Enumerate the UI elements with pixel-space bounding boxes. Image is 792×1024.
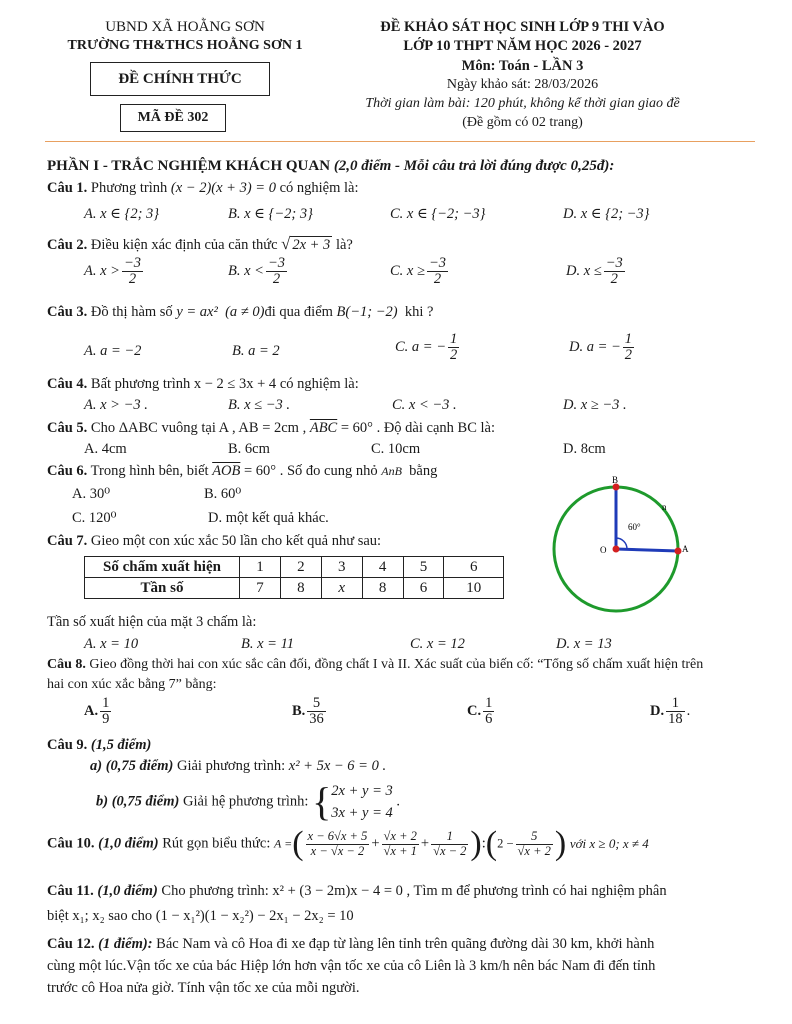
q5-option-d[interactable]: D. 8cm bbox=[563, 441, 606, 457]
official-stamp: ĐỀ CHÍNH THỨC bbox=[90, 62, 270, 96]
question-8-line2: hai con xúc xắc bằng 7” bằng: bbox=[47, 677, 217, 692]
q3-option-a[interactable]: A. a = −2 bbox=[84, 343, 142, 359]
question-12-line2: cùng một lúc.Vận tốc xe của bác Hiệp lớn hơn vận tốc xe của cô Liên là 3 km/h nên bác Nam đi đến tỉnh bbox=[47, 958, 656, 974]
point-o bbox=[613, 546, 620, 553]
table-cell: x bbox=[321, 578, 362, 599]
authority-name: UBND XÃ HOẰNG SƠN bbox=[105, 19, 265, 35]
q5-option-c[interactable]: C. 10cm bbox=[371, 441, 421, 457]
question-6: Câu 6. Trong hình bên, biết $\overline{AOB} = 60^\circ$ . Số đo cung nhỏ AnB bằng bbox=[47, 463, 438, 479]
table-cell: 8 bbox=[280, 578, 321, 599]
q7-option-c[interactable]: C. x = 12 bbox=[410, 636, 465, 652]
question-9a: a) (0,75 điểm) Giải phương trình: x² + 5x − 6 = 0 . bbox=[90, 758, 387, 774]
q4-option-b[interactable]: B. x ≤ −3 . bbox=[228, 397, 291, 413]
q8-option-a[interactable]: A. $\frac{1}{9}$ bbox=[84, 695, 110, 728]
q4-option-d[interactable]: D. x ≥ −3 . bbox=[563, 397, 627, 413]
q7-option-d[interactable]: D. x = 13 bbox=[556, 636, 612, 652]
question-11-line2: biệt x₁; x₂ sao cho (1 − x₁²)(1 − x₂²) − 2x₁ − 2x₂ = 10 bbox=[47, 908, 354, 924]
question-5: Câu 5. Cho ΔABC vuông tại A , AB = 2cm , $\overline{ABC} = 60^\circ$ . Độ dài cạnh BC là: bbox=[47, 420, 495, 436]
q3-option-c[interactable]: C. a = − $\frac{1}{2}$ bbox=[395, 331, 458, 364]
table-cell: 5 bbox=[403, 557, 444, 578]
q3-option-b[interactable]: B. a = 2 bbox=[232, 343, 280, 359]
question-2: Câu 2. Điều kiện xác định của căn thức √ 2x + 3 là? bbox=[47, 234, 353, 253]
question-10: Câu 10. (1,0 điểm) Rút gọn biểu thức: A =( $\frac{x - 6√x + 5}{x - √x - 2}$ + $\frac{√x + 2}{√x + 1}$ + $\frac{1}{√x - 2}$ ):(2 − $\frac{5}{√x + 2}$ ) với x ≥ 0; x ≠ 4 bbox=[47, 825, 649, 862]
q4-option-c[interactable]: C. x < −3 . bbox=[392, 397, 457, 413]
label-o: O bbox=[600, 545, 607, 555]
q7-question: Tần số xuất hiện của mặt 3 chấm là: bbox=[47, 614, 257, 630]
section-title: PHẦN I - TRẮC NGHIỆM KHÁCH QUAN (2,0 điểm - Mỗi câu trả lời đúng được 0,25đ): bbox=[47, 158, 615, 174]
q6-option-b[interactable]: B. 60⁰ bbox=[204, 486, 242, 502]
q1-option-d[interactable]: D. x ∈ {2; −3} bbox=[563, 206, 650, 222]
q1-option-b[interactable]: B. x ∈ {−2; 3} bbox=[228, 206, 313, 222]
exam-pages: (Đề gồm có 02 trang) bbox=[462, 115, 583, 130]
q1-option-a[interactable]: A. x ∈ {2; 3} bbox=[84, 206, 160, 222]
label-n: n bbox=[662, 502, 667, 512]
question-9: Câu 9. (1,5 điểm) bbox=[47, 737, 152, 753]
table-row bbox=[85, 557, 504, 578]
exam-subject: Môn: Toán - LẦN 3 bbox=[461, 58, 584, 74]
q6-option-d[interactable]: D. một kết quả khác. bbox=[208, 510, 329, 526]
table-cell: 6 bbox=[403, 578, 444, 599]
table-cell: 3 bbox=[321, 557, 362, 578]
question-4: Câu 4. Bất phương trình x − 2 ≤ 3x + 4 có nghiệm là: bbox=[47, 376, 359, 392]
label-a: A bbox=[682, 544, 689, 554]
q8-option-d[interactable]: D. $\frac{1}{18}$ . bbox=[650, 695, 691, 728]
table-cell: Số chấm xuất hiện bbox=[85, 557, 240, 578]
q2-option-a[interactable]: A. x > $\frac{-3}{2}$ bbox=[84, 255, 141, 288]
label-angle: 60° bbox=[628, 522, 641, 532]
table-cell: Tần số bbox=[85, 578, 240, 599]
q2-option-d[interactable]: D. x ≤ $\frac{-3}{2}$ bbox=[566, 255, 623, 288]
q7-option-a[interactable]: A. x = 10 bbox=[84, 636, 139, 652]
table-cell: 8 bbox=[362, 578, 403, 599]
question-12-line3: trước cô Hoa nửa giờ. Tính vận tốc xe của mỗi người. bbox=[47, 980, 360, 996]
q7-option-b[interactable]: B. x = 11 bbox=[241, 636, 295, 652]
question-7: Câu 7. Gieo một con xúc xắc 50 lần cho kết quả như sau: bbox=[47, 533, 382, 549]
circle-figure bbox=[550, 470, 690, 620]
table-cell: 7 bbox=[240, 578, 281, 599]
frequency-table bbox=[84, 556, 504, 599]
question-3: Câu 3. Đồ thị hàm số y = ax² (a ≠ 0)đi qua điểm B(−1; −2) khi ? bbox=[47, 304, 434, 320]
table-cell: 6 bbox=[444, 557, 504, 578]
q8-option-b[interactable]: B. $\frac{5}{36}$ bbox=[292, 695, 324, 728]
table-cell: 4 bbox=[362, 557, 403, 578]
question-1: Câu 1. Phương trình (x − 2)(x + 3) = 0 có nghiệm là: bbox=[47, 180, 359, 196]
header-divider bbox=[45, 141, 755, 142]
question-9b: b) (0,75 điểm) Giải hệ phương trình: { 2x + y = 3 3x + y = 4 . bbox=[96, 779, 400, 824]
table-cell: 1 bbox=[240, 557, 281, 578]
q2-option-c[interactable]: C. x ≥ $\frac{-3}{2}$ bbox=[390, 255, 446, 288]
exam-title-1: ĐỀ KHẢO SÁT HỌC SINH LỚP 9 THI VÀO bbox=[380, 19, 665, 35]
table-row bbox=[85, 578, 504, 599]
q1-option-c[interactable]: C. x ∈ {−2; −3} bbox=[390, 206, 486, 222]
exam-title-2: LỚP 10 THPT NĂM HỌC 2026 - 2027 bbox=[403, 38, 642, 54]
question-8: Câu 8. Gieo đồng thời hai con xúc sắc cân đối, đồng chất I và II. Xác suất của biến cố: “Tổng số chấm xuất hiện trên bbox=[47, 657, 704, 672]
q6-option-a[interactable]: A. 30⁰ bbox=[72, 486, 111, 502]
exam-duration: Thời gian làm bài: 120 phút, không kể thời gian giao đề bbox=[365, 96, 680, 111]
point-a bbox=[675, 548, 682, 555]
school-name: TRƯỜNG TH&THCS HOẰNG SƠN 1 bbox=[67, 38, 303, 53]
q4-option-a[interactable]: A. x > −3 . bbox=[84, 397, 148, 413]
q5-option-a[interactable]: A. 4cm bbox=[84, 441, 127, 457]
radius-oa bbox=[616, 549, 678, 551]
q6-option-c[interactable]: C. 120⁰ bbox=[72, 510, 117, 526]
question-12: Câu 12. (1 điểm): Bác Nam và cô Hoa đi xe đạp từ làng lên tỉnh trên quãng đường dài 30 km, khởi hành bbox=[47, 936, 655, 952]
q2-option-b[interactable]: B. x < $\frac{-3}{2}$ bbox=[228, 255, 285, 288]
table-cell: 2 bbox=[280, 557, 321, 578]
exam-code: MÃ ĐỀ 302 bbox=[120, 104, 226, 132]
exam-date: Ngày khảo sát: 28/03/2026 bbox=[446, 77, 599, 92]
table-cell: 10 bbox=[444, 578, 504, 599]
label-b: B bbox=[612, 475, 619, 485]
q5-option-b[interactable]: B. 6cm bbox=[228, 441, 270, 457]
q3-option-d[interactable]: D. a = − $\frac{1}{2}$ bbox=[569, 331, 633, 364]
question-11: Câu 11. (1,0 điểm) Cho phương trình: x² + (3 − 2m)x − 4 = 0 , Tìm m để phương trình có hai nghiệm phân bbox=[47, 883, 667, 899]
q8-option-c[interactable]: C. $\frac{1}{6}$ bbox=[467, 695, 493, 728]
